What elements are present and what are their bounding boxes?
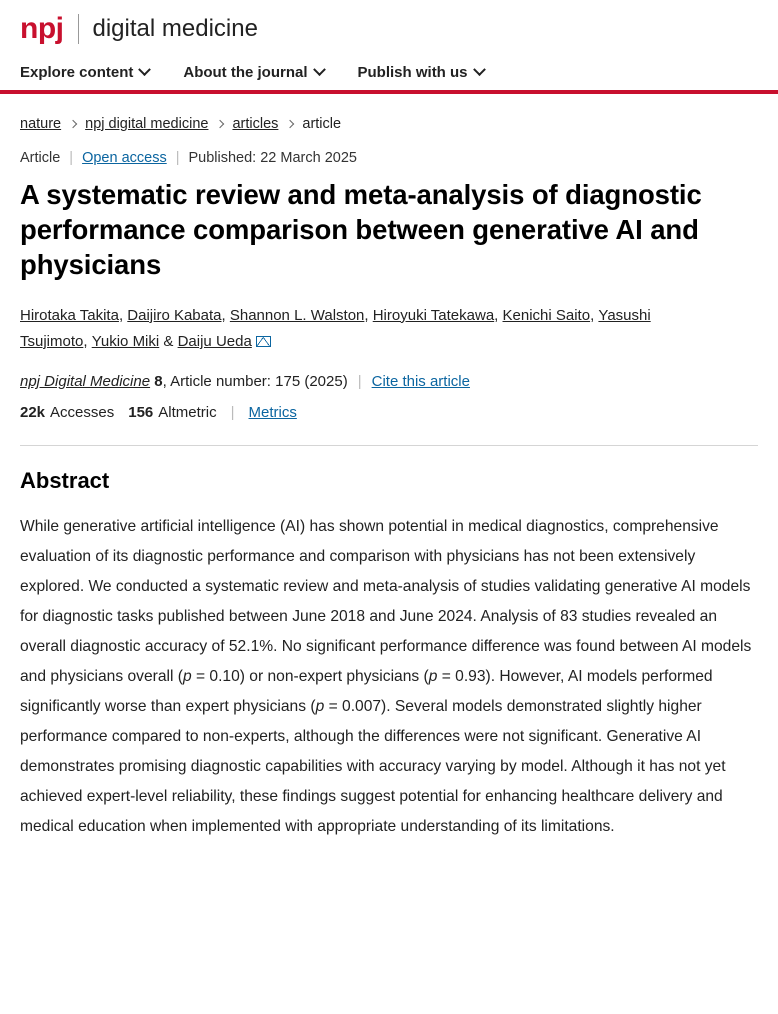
section-divider — [20, 445, 758, 446]
author-link[interactable]: Kenichi Saito — [502, 306, 591, 324]
abstract-heading: Abstract — [20, 468, 110, 494]
abstract-part-1: While generative artificial intelligence (AI) has shown potential in medical diagnostics, comprehensive evaluation of its diagnostic performance and comparison with physicians has not been extensively explored. We conducted a systematic review and meta-analysis of studies validating generative AI models for diagnostic tasks published between June 2018 and June 2024. Analysis of 83 studies revealed an overall diagnostic accuracy of 52.1%. No significant performance difference was found between AI models and physicians overall ( — [20, 518, 752, 685]
corresponding-author-link[interactable]: Daiju Ueda — [177, 333, 252, 351]
author-link[interactable]: Shannon L. Walston — [229, 306, 365, 324]
chevron-right-icon — [69, 120, 77, 128]
altmetric-count: 156 — [128, 404, 154, 422]
author-separator: , — [118, 306, 128, 324]
p-value-italic: p — [182, 667, 192, 685]
abstract-text — [20, 512, 758, 841]
meta-divider: | — [69, 150, 74, 166]
metrics-link[interactable]: Metrics — [248, 404, 297, 422]
main-navigation — [0, 54, 778, 94]
meta-divider: | — [175, 150, 180, 166]
breadcrumb-item-nature[interactable]: nature — [20, 116, 62, 132]
citation-line — [20, 373, 758, 390]
nav-item-label: Explore content — [20, 63, 134, 81]
chevron-right-icon — [286, 120, 294, 128]
logo-divider — [78, 14, 79, 44]
chevron-down-icon — [138, 63, 151, 76]
citation-volume: 8 — [154, 373, 163, 391]
nav-item-publish-with-us[interactable] — [358, 64, 484, 81]
article-type-label: Article — [20, 150, 61, 166]
altmetric-label: Altmetric — [158, 404, 217, 422]
author-separator: , — [83, 333, 92, 351]
author-separator: , — [590, 306, 599, 324]
accesses-count: 22k — [20, 404, 46, 422]
breadcrumb — [0, 94, 778, 132]
author-link[interactable]: Daijiro Kabata — [127, 306, 222, 324]
nav-item-label: Publish with us — [357, 63, 468, 81]
chevron-down-icon — [313, 63, 326, 76]
abstract-part-2: = 0.10) or non-expert physicians ( — [191, 667, 429, 685]
citation-journal-link[interactable]: npj Digital Medicine — [20, 373, 151, 391]
abstract-part-3: = 0.93). However, AI models performed significantly worse than expert physicians ( — [20, 667, 713, 715]
citation-divider: | — [357, 373, 362, 391]
author-link[interactable]: Yukio Miki — [91, 333, 160, 351]
p-value-italic: p — [315, 697, 325, 715]
nav-item-explore-content[interactable] — [20, 64, 149, 81]
breadcrumb-item-article: article — [302, 116, 342, 132]
author-separator: , — [221, 306, 230, 324]
article-meta-line — [0, 132, 778, 166]
author-separator: , — [494, 306, 503, 324]
metrics-divider: | — [230, 404, 235, 422]
author-conjunction: & — [163, 333, 174, 351]
author-link[interactable]: Hirotaka Takita — [20, 306, 119, 324]
chevron-right-icon — [216, 120, 224, 128]
open-access-link[interactable]: Open access — [82, 150, 167, 166]
citation-article-number: , Article number: 175 (2025) — [162, 373, 348, 391]
p-value-italic: p — [428, 667, 438, 685]
masthead — [0, 0, 778, 54]
cite-this-article-link[interactable]: Cite this article — [371, 373, 470, 391]
author-list — [20, 303, 758, 356]
envelope-icon[interactable] — [256, 336, 271, 347]
published-date: Published: 22 March 2025 — [188, 150, 357, 166]
metrics-bar — [20, 404, 758, 421]
chevron-down-icon — [473, 63, 486, 76]
breadcrumb-item-npj-digital-medicine[interactable]: npj digital medicine — [85, 116, 209, 132]
accesses-label: Accesses — [50, 404, 115, 422]
journal-name[interactable]: digital medicine — [92, 15, 258, 42]
author-link[interactable]: Yasushi Tsujimoto — [20, 306, 651, 351]
page-title: A systematic review and meta-analysis of diagnostic performance comparison between generative AI and physicians — [20, 179, 702, 280]
abstract-part-4: = 0.007). Several models demonstrated slightly higher performance compared to non-experts, although the differences were not significant. Generative AI demonstrates promising diagnostic capabilities with accuracy varying by model. Although it has not yet achieved expert-level reliability, these findings suggest potential for enhancing healthcare delivery and medical education when implemented with appropriate understanding of its limitations. — [20, 697, 726, 835]
breadcrumb-item-articles[interactable]: articles — [232, 116, 279, 132]
author-link[interactable]: Hiroyuki Tatekawa — [372, 306, 495, 324]
npj-logo[interactable]: npj — [20, 12, 64, 45]
nav-item-about-the-journal[interactable] — [183, 64, 323, 81]
author-separator: , — [364, 306, 373, 324]
nav-item-label: About the journal — [183, 63, 308, 81]
